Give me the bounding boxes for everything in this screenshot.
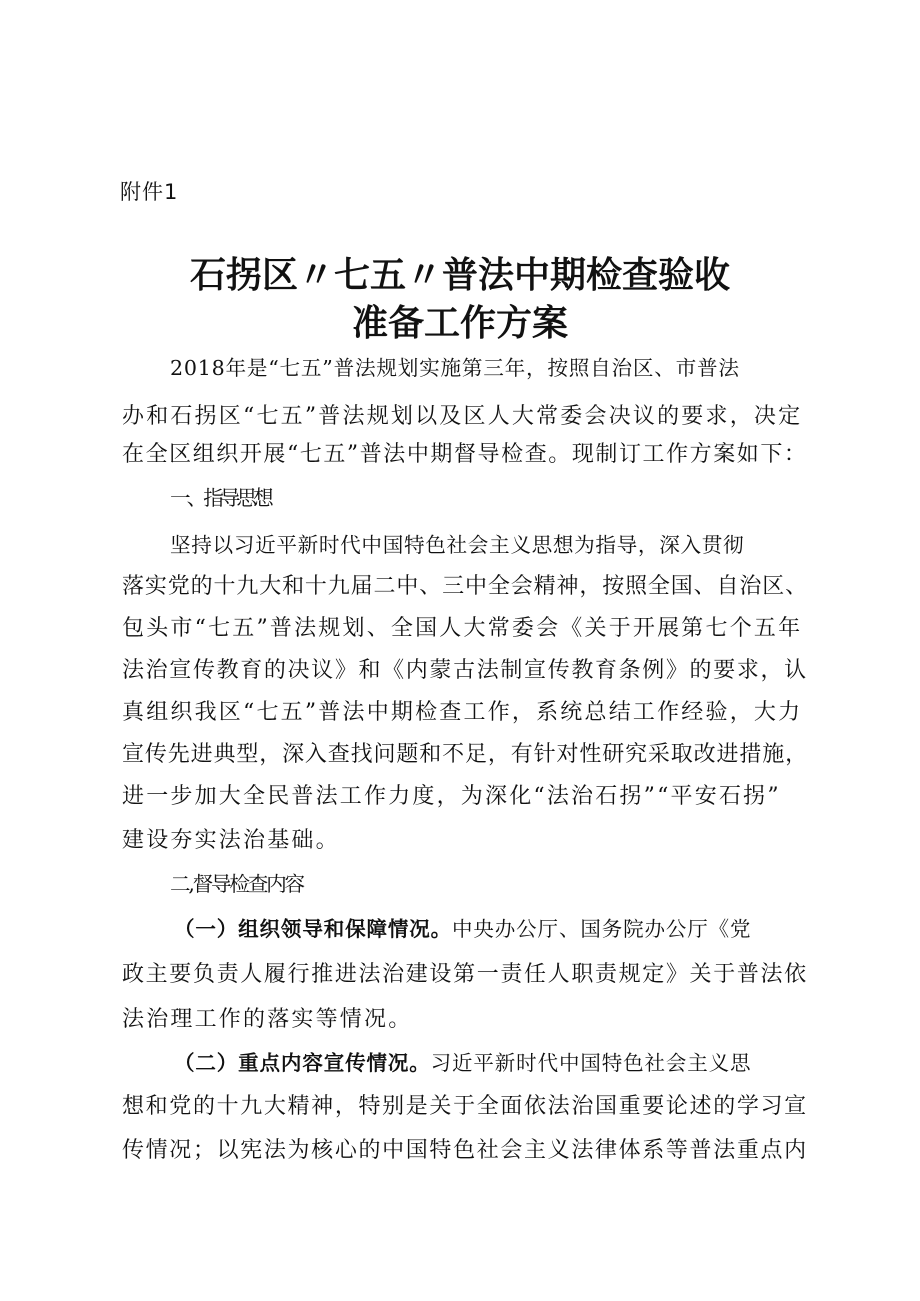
item-first-line xyxy=(174,1048,854,1078)
paragraph-line: 进一步加大全民普法工作力度，为深化“法治石拐”“平安石拐” xyxy=(122,784,781,809)
section-heading: 二,督导检查内容 xyxy=(170,872,303,896)
paragraph-line: 坚持以习近平新时代中国特色社会主义思想为指导，深入贯彻 xyxy=(170,533,745,557)
intro-line: 在全区组织开展“七五”普法中期督导检查。现制订工作方案如下： xyxy=(122,442,808,467)
paragraph-line: 传情况；以宪法为核心的中国特色社会主义法律体系等普法重点内 xyxy=(122,1138,808,1163)
paragraph-line: 政主要负责人履行推进法治建设第一责任人职责规定》关于普法依 xyxy=(122,962,808,987)
item-first-line xyxy=(174,914,854,944)
item-text: 习近平新时代中国特色社会主义思 xyxy=(430,1051,752,1075)
item-text: 中央办公厅、国务院办公厅《党 xyxy=(452,917,752,941)
intro-line: 2018年是“七五”普法规划实施第三年，按照自治区、市普法 xyxy=(170,356,740,380)
attachment-label: 附件1 xyxy=(120,180,179,204)
item-label: （一）组织领导和保障情况。 xyxy=(174,917,453,941)
section-heading: 一、指导思想 xyxy=(170,486,270,510)
paragraph-line: 包头市“七五”普法规划、全国人大常委会《关于开展第七个五年 xyxy=(122,616,803,641)
paragraph-line: 宣传先进典型，深入查找问题和不足，有针对性研究采取改进措施， xyxy=(122,742,809,767)
document-title-line1: 石拐区〃七五〃普法中期检查验收 xyxy=(189,255,730,296)
paragraph-line: 真组织我区“七五”普法中期检查工作，系统总结工作经验，大力 xyxy=(122,700,803,725)
document-title-line2: 准备工作方案 xyxy=(351,303,568,344)
item-label: （二）重点内容宣传情况。 xyxy=(174,1051,431,1075)
paragraph-line: 想和党的十九大精神，特别是关于全面依法治国重要论述的学习宣 xyxy=(122,1094,808,1119)
paragraph-line: 建设夯实法治基础。 xyxy=(122,828,340,853)
intro-line: 办和石拐区“七五”普法规划以及区人大常委会决议的要求，决定 xyxy=(122,404,803,429)
paragraph-line: 法治宣传教育的决议》和《内蒙古法制宣传教育条例》的要求，认 xyxy=(122,658,808,683)
paragraph-line: 落实党的十九大和十九届二中、三中全会精神，按照全国、自治区、 xyxy=(122,574,809,599)
paragraph-line: 法治理工作的落实等情况。 xyxy=(122,1007,413,1032)
